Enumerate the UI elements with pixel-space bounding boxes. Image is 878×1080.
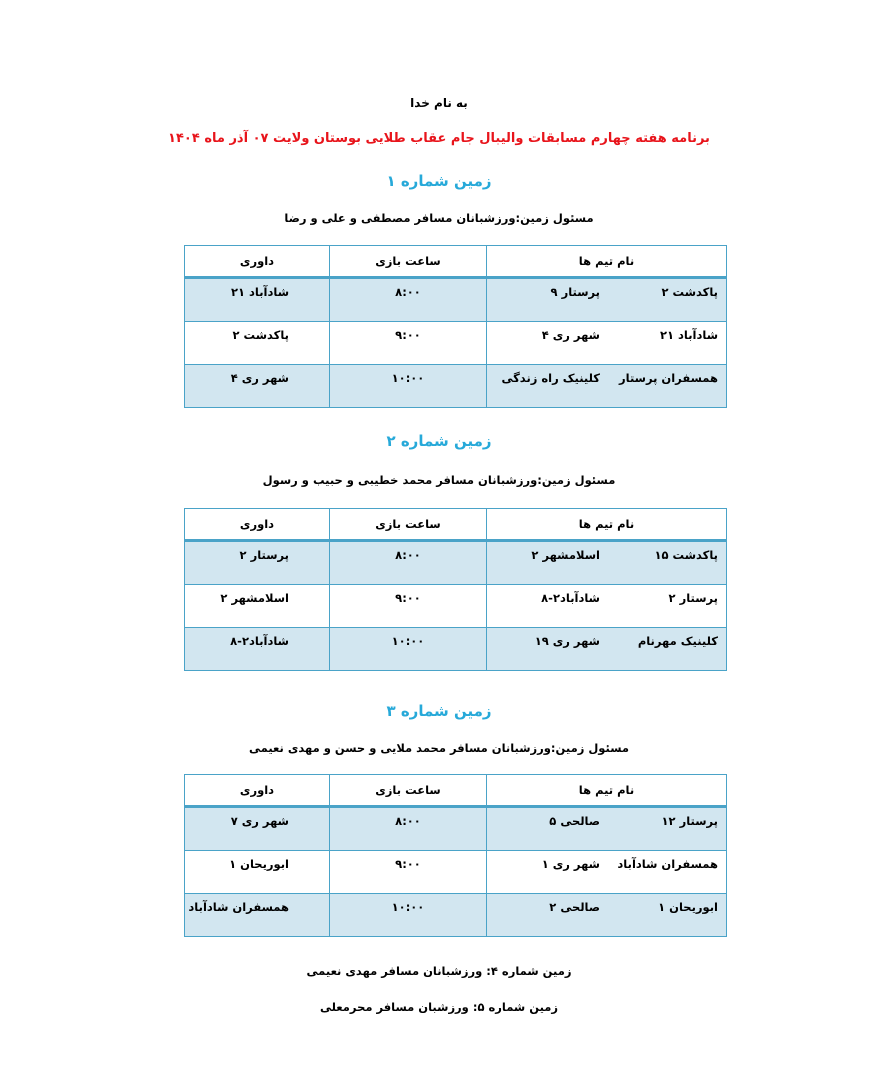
referee-cell: اسلامشهر ۲ [185, 585, 330, 628]
time-cell: ۹:۰۰ [330, 851, 487, 894]
time-cell: ۱۰:۰۰ [330, 894, 487, 937]
field-3-supervisor: مسئول زمین:ورزشبانان مسافر محمد ملایی و حسن و مهدی نعیمی [248, 741, 630, 755]
header-teams: نام تیم ها [487, 509, 727, 541]
team-1: کلینیک مهرنام [637, 634, 718, 648]
header-time: ساعت بازی [330, 509, 487, 541]
field-2-supervisor: مسئول زمین:ورزشبانان مسافر محمد خطیبی و حبیب و رسول [262, 473, 616, 487]
table-row [185, 807, 727, 851]
header-referee: داوری [185, 509, 330, 541]
team-2: پرستار ۹ [550, 285, 600, 299]
referee-cell: شهر ری ۴ [185, 365, 330, 408]
teams-cell [487, 278, 727, 322]
table-row [185, 585, 727, 628]
teams-cell [487, 322, 727, 365]
header-teams: نام تیم ها [487, 246, 727, 278]
field-3-title: زمین شماره ۳ [386, 702, 492, 720]
team-2: شادآباد۲-۸ [541, 591, 600, 605]
field-2-title: زمین شماره ۲ [386, 432, 492, 450]
teams-cell [487, 628, 727, 671]
time-cell: ۱۰:۰۰ [330, 365, 487, 408]
team-2: اسلامشهر ۲ [531, 548, 600, 562]
team-1: همسفران پرستار [619, 371, 718, 385]
table-row [185, 851, 727, 894]
header-time: ساعت بازی [330, 775, 487, 807]
referee-cell: پرستار ۲ [185, 541, 330, 585]
team-1: ابوریحان ۱ [658, 900, 718, 914]
time-cell: ۹:۰۰ [330, 322, 487, 365]
header-referee: داوری [185, 246, 330, 278]
team-2: صالحی ۲ [549, 900, 600, 914]
teams-cell [487, 365, 727, 408]
table-row [185, 894, 727, 937]
team-2: شهر ری ۱۹ [534, 634, 600, 648]
team-1: پرستار ۲ [668, 591, 718, 605]
team-1: پرستار ۱۲ [661, 814, 718, 828]
table-row [185, 278, 727, 322]
field-1-supervisor: مسئول زمین:ورزشبانان مسافر مصطفی و علی و رضا [284, 211, 594, 225]
teams-cell [487, 851, 727, 894]
teams-cell [487, 541, 727, 585]
header-teams: نام تیم ها [487, 775, 727, 807]
time-cell: ۱۰:۰۰ [330, 628, 487, 671]
team-2: شهر ری ۱ [541, 857, 600, 871]
schedule-title: برنامه هفته چهارم مسابقات والیبال جام عقاب طلایی بوستان ولایت ۰۷ آذر ماه ۱۴۰۴ [168, 131, 710, 146]
field-2-schedule-table [184, 508, 727, 671]
table-row [185, 541, 727, 585]
table-row [185, 365, 727, 408]
table-row [185, 322, 727, 365]
team-1: پاکدشت ۲ [661, 285, 718, 299]
time-cell: ۸:۰۰ [330, 541, 487, 585]
field-4-note: زمین شماره ۴: ورزشبانان مسافر مهدی نعیمی [306, 964, 572, 978]
referee-cell: شادآباد ۲۱ [185, 278, 330, 322]
referee-cell: شادآباد۲-۸ [185, 628, 330, 671]
table-header-row [185, 509, 727, 541]
time-cell: ۹:۰۰ [330, 585, 487, 628]
referee-cell: پاکدشت ۲ [185, 322, 330, 365]
bismillah-heading: به نام خدا [410, 96, 468, 110]
time-cell: ۸:۰۰ [330, 278, 487, 322]
time-cell: ۸:۰۰ [330, 807, 487, 851]
team-1: پاکدشت ۱۵ [654, 548, 718, 562]
team-1: شادآباد ۲۱ [659, 328, 718, 342]
team-2: صالحی ۵ [549, 814, 600, 828]
header-time: ساعت بازی [330, 246, 487, 278]
header-referee: داوری [185, 775, 330, 807]
referee-cell: شهر ری ۷ [185, 807, 330, 851]
referee-cell: ابوریحان ۱ [185, 851, 330, 894]
field-5-note: زمین شماره ۵: ورزشبان مسافر محرمعلی [319, 1000, 559, 1014]
field-3-schedule-table [184, 774, 727, 937]
team-2: کلینیک راه زندگی [501, 371, 600, 385]
referee-cell: همسفران شادآباد [185, 894, 330, 937]
teams-cell [487, 894, 727, 937]
teams-cell [487, 807, 727, 851]
teams-cell [487, 585, 727, 628]
table-header-row [185, 775, 727, 807]
table-header-row [185, 246, 727, 278]
field-1-title: زمین شماره ۱ [386, 172, 492, 190]
table-row [185, 628, 727, 671]
team-1: همسفران شادآباد [617, 857, 718, 871]
field-1-schedule-table [184, 245, 727, 408]
team-2: شهر ری ۴ [541, 328, 600, 342]
